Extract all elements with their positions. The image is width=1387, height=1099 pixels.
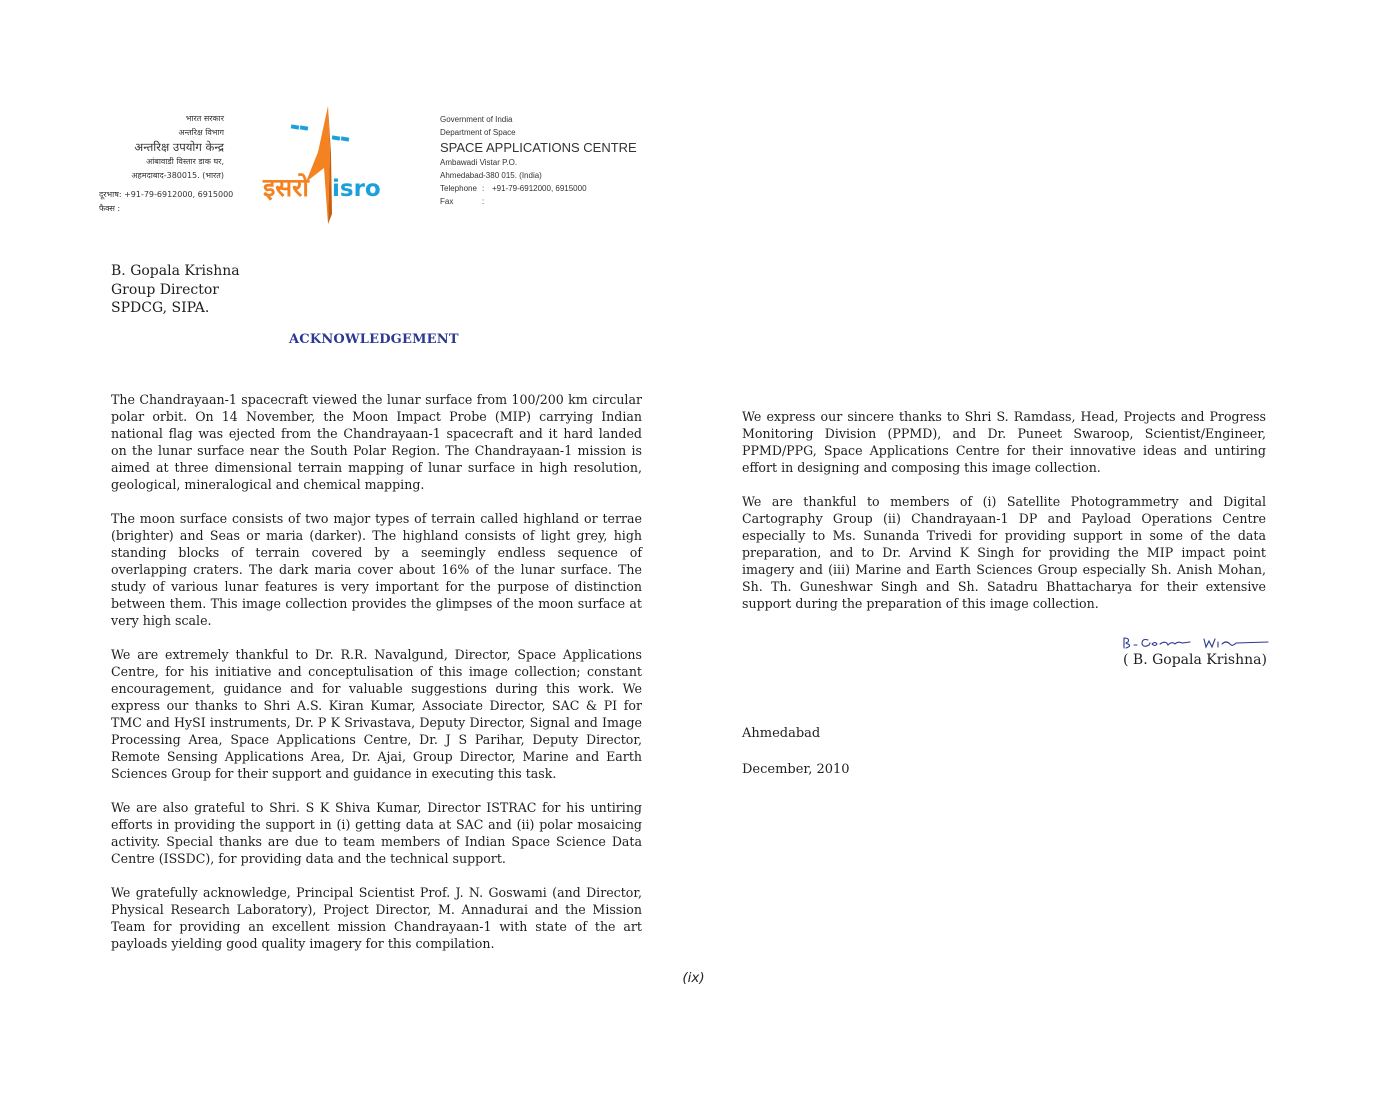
sender-block	[111, 262, 240, 318]
dept-line: Department of Space	[440, 128, 516, 137]
hindi-centre-name: अन्तरिक्ष उपयोग केन्द्र	[134, 140, 224, 155]
paragraph: We gratefully acknowledge, Principal Scientist Prof. J. N. Goswami (and Director, Physical Research Laboratory), Project Director, M. Annadurai and the Mission Team for providing an excellent mission Chandrayaan-1 with state of the art payloads yielding good quality imagery for this compilation.	[111, 885, 642, 951]
page-number: (ix)	[682, 970, 705, 986]
centre-name: SPACE APPLICATIONS CENTRE	[440, 140, 637, 155]
colon: :	[482, 197, 485, 206]
address-line: Ahmedabad-380 015. (India)	[440, 171, 542, 180]
fax-row	[440, 195, 637, 208]
hindi-fax: फैक्स :	[99, 204, 121, 213]
left-column	[111, 391, 642, 969]
paragraph: We are also grateful to Shri. S K Shiva Kumar, Director ISTRAC for his untiring efforts in providing the support in (i) getting data at SAC and (ii) polar mosaicing activity. Special thanks are due to team members of Indian Space Science Data Centre (ISSDC), for providing data and the technical support.	[111, 800, 642, 866]
isro-logo	[262, 104, 392, 228]
logo-hindi-text: इसरो	[263, 173, 309, 202]
telephone-value: +91-79-6912000, 6915000	[492, 184, 587, 193]
logo-english-text: isro	[332, 176, 381, 202]
place: Ahmedabad	[742, 726, 821, 741]
fax-label: Fax	[440, 197, 454, 206]
hindi-line: भारत सरकार	[185, 114, 224, 123]
letterhead-hindi	[84, 112, 224, 182]
govt-line: Government of India	[440, 115, 513, 124]
hindi-contact	[99, 188, 233, 216]
hindi-line: अहमदाबाद-380015. (भारत)	[131, 170, 224, 180]
date: December, 2010	[742, 762, 850, 777]
paragraph: The Chandrayaan-1 spacecraft viewed the lunar surface from 100/200 km circular polar orbit. On 14 November, the Moon Impact Probe (MIP) carrying Indian national flag was ejected from the Chandrayaan-1 spacecraft and it hard landed on the lunar surface near the South Polar Region. The Chandrayaan-1 mission is aimed at three dimensional terrain mapping of lunar surface in high resolution, geological, mineralogical and chemical mapping.	[111, 392, 642, 492]
sender-unit: SPDCG, SIPA.	[111, 300, 210, 316]
hindi-line: आंबावाडी विस्तार डाक घर,	[146, 157, 224, 167]
handwritten-signature	[1120, 632, 1270, 652]
colon: :	[482, 184, 485, 193]
telephone-label: Telephone	[440, 184, 477, 193]
signatory-name: ( B. Gopala Krishna)	[1123, 652, 1267, 668]
right-column	[742, 408, 1266, 629]
page-heading: ACKNOWLEDGEMENT	[289, 332, 459, 347]
paragraph: We are thankful to members of (i) Satellite Photogrammetry and Digital Cartography Group (ii) Chandrayaan-1 DP and Payload Operations Centre especially to Ms. Sunanda Trivedi for providing support in some of the data preparation, and to Dr. Arvind K Singh for providing the MIP impact point imagery and (iii) Marine and Earth Sciences Group especially Sh. Anish Mohan, Sh. Th. Guneshwar Singh and Sh. Satadru Bhattacharya for their extensive support during the preparation of this image collection.	[742, 494, 1266, 611]
sender-designation: Group Director	[111, 281, 220, 298]
letterhead-english	[440, 113, 637, 208]
hindi-phone: दूरभाष: +91-79-6912000, 6915000	[99, 190, 234, 199]
paragraph: The moon surface consists of two major types of terrain called highland or terrae (brighter) and Seas or maria (darker). The highland consists of light grey, high standing blocks of terrain covered by a seemingly endless sequence of overlapping craters. The dark maria cover about 16% of the lunar surface. The study of various lunar features is very important for the purpose of distinction between them. This image collection provides the glimpses of the moon surface at very high scale.	[111, 511, 642, 628]
telephone-row	[440, 182, 637, 195]
paragraph: We are extremely thankful to Dr. R.R. Navalgund, Director, Space Applications Centre, for his initiative and conceptulisation of this image collection; constant encouragement, guidance and for valuable suggestions during this work. We express our thanks to Shri A.S. Kiran Kumar, Associate Director, SAC & PI for TMC and HySI instruments, Dr. P K Srivastava, Deputy Director, Signal and Image Processing Area, Space Applications Centre, Dr. J S Parihar, Deputy Director, Remote Sensing Applications Area, Dr. Ajai, Group Director, Marine and Earth Sciences Group for their support and guidance in executing this task.	[111, 647, 642, 781]
sender-name: B. Gopala Krishna	[111, 263, 240, 279]
hindi-line: अन्तरिक्ष विभाग	[178, 127, 224, 137]
paragraph: We express our sincere thanks to Shri S. Ramdass, Head, Projects and Progress Monitoring Division (PPMD), and Dr. Puneet Swaroop, Scientist/Engineer, PPMD/PPG, Space Applications Centre for their innovative ideas and untiring effort in designing and composing this image collection.	[742, 409, 1266, 475]
address-line: Ambawadi Vistar P.O.	[440, 158, 518, 167]
